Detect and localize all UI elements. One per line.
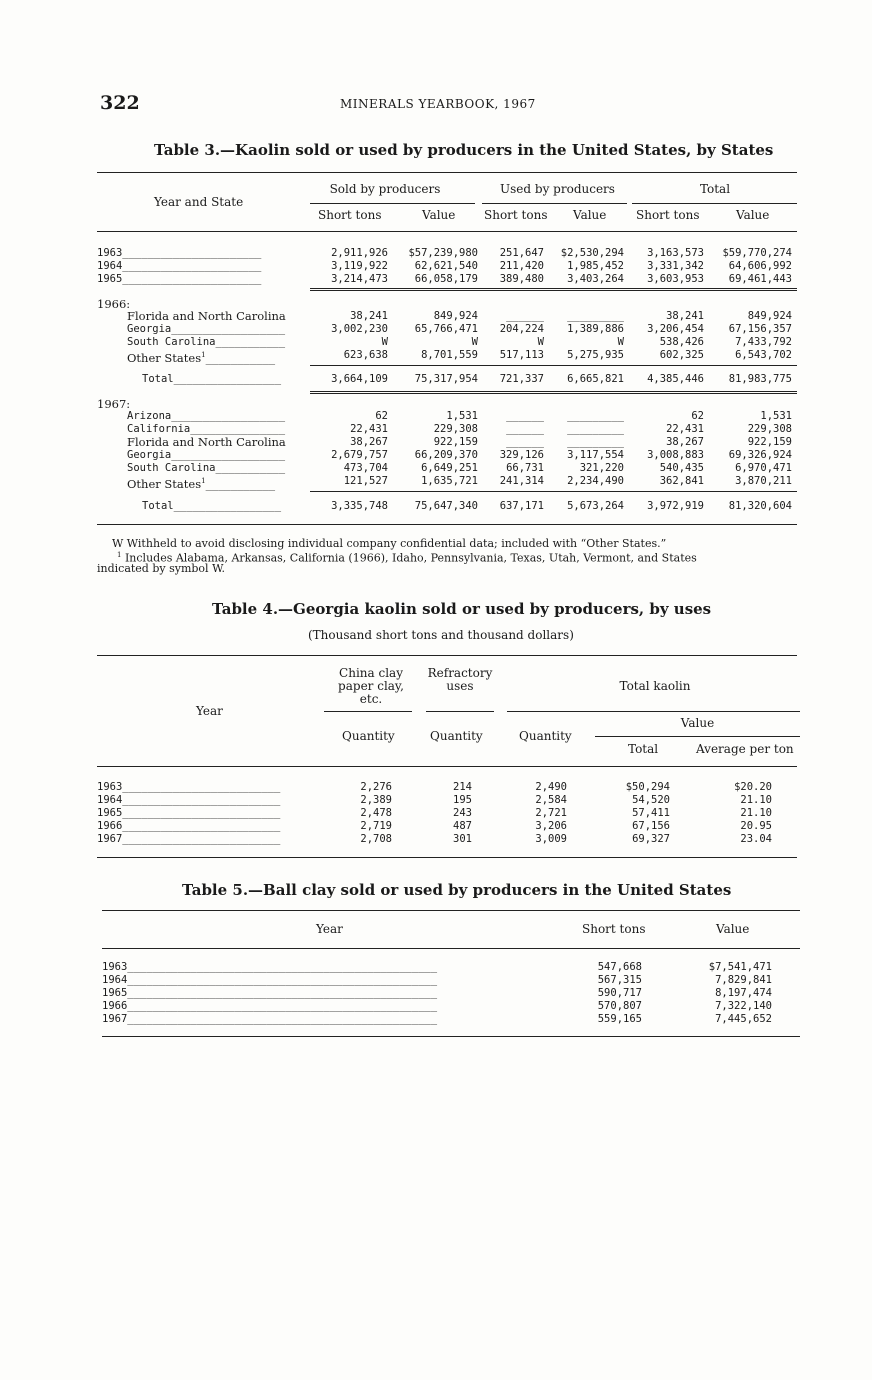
cell-value: 22,431 (666, 423, 704, 435)
table4-col-total-kaolin: Total kaolin (619, 679, 691, 693)
row-label (127, 349, 275, 366)
cell-value: 2,234,490 (567, 475, 624, 487)
cell-value: 517,113 (499, 349, 544, 361)
cell-value: 3,206 (535, 820, 567, 832)
cell-value: 3,002,230 (331, 323, 388, 335)
row-label: 1966_________________________ (97, 820, 281, 832)
cell-value: 67,156 (632, 820, 670, 832)
cell-value: 65,766,471 (414, 323, 478, 335)
header-line: paper clay, (338, 679, 404, 693)
cell-value: 75,647,340 (414, 500, 478, 512)
row-label: 1965_________________________ (97, 807, 281, 819)
cell-value: $57,239,980 (408, 247, 478, 259)
table5-col-short-tons: Short tons (582, 922, 646, 936)
cell-value: 251,647 (499, 247, 544, 259)
cell-value: 8,701,559 (421, 349, 478, 361)
cell-value: ______ (506, 436, 544, 448)
header-line: etc. (359, 692, 383, 706)
table4-title: Table 4.—Georgia kaolin sold or used by producers, by uses (212, 600, 712, 618)
table3-1966-heading: 1966: (97, 297, 131, 311)
cell-value: 3,008,883 (647, 449, 704, 461)
cell-value: $20.20 (734, 781, 772, 793)
cell-value: 62,621,540 (414, 260, 478, 272)
cell-value: 57,411 (632, 807, 670, 819)
cell-value: 2,389 (360, 794, 392, 806)
table3-section-rule (310, 288, 797, 291)
cell-value: 2,276 (360, 781, 392, 793)
cell-value: $7,541,471 (708, 961, 772, 973)
cell-value: 301 (453, 833, 472, 845)
header-line: uses (446, 679, 474, 693)
cell-value: 8,197,474 (715, 987, 772, 999)
footnote-mark: 1 (117, 551, 122, 559)
cell-value: W (537, 336, 544, 348)
cell-value: 23.04 (740, 833, 772, 845)
cell-value: 38,267 (350, 436, 388, 448)
header-line: China clay (339, 666, 403, 680)
cell-value: W (617, 336, 624, 348)
table4-col-value: Value (680, 716, 715, 730)
cell-value: 81,320,604 (728, 500, 792, 512)
cell-value: 4,385,446 (647, 373, 704, 385)
cell-value: 3,972,919 (647, 500, 704, 512)
footnote-mark: 1 (201, 477, 206, 485)
header-line: Refractory (427, 666, 493, 680)
cell-value: 3,119,922 (331, 260, 388, 272)
row-label: California_______________ (127, 423, 286, 435)
row-label: Arizona__________________ (127, 410, 286, 422)
cell-value: 567,315 (597, 974, 642, 986)
cell-value: $2,530,294 (560, 247, 624, 259)
cell-value: 3,163,573 (647, 247, 704, 259)
cell-value: 2,708 (360, 833, 392, 845)
cell-value: _________ (567, 310, 624, 322)
cell-value: 204,224 (499, 323, 544, 335)
cell-value: 211,420 (499, 260, 544, 272)
table4-col-total: Total (628, 742, 659, 756)
cell-value: 7,322,140 (715, 1000, 772, 1012)
cell-value: 922,159 (433, 436, 478, 448)
table3-sub-header: Value (422, 208, 456, 222)
cell-value: 487 (453, 820, 472, 832)
leader-dots: ___________ (205, 478, 276, 491)
table5-col-value: Value (716, 922, 750, 936)
cell-value: 389,480 (499, 273, 544, 285)
cell-value: 64,606,992 (728, 260, 792, 272)
cell-value: 66,731 (506, 462, 544, 474)
cell-value: 590,717 (597, 987, 642, 999)
cell-value: 3,009 (535, 833, 567, 845)
cell-value: 362,841 (659, 475, 704, 487)
cell-value: 538,426 (659, 336, 704, 348)
table4-top-rule (97, 655, 797, 656)
cell-value: W (471, 336, 478, 348)
table4-col-quantity: Quantity (430, 729, 483, 743)
cell-value: 540,435 (659, 462, 704, 474)
cell-value: 1,531 (760, 410, 792, 422)
table3-sub-header: Value (573, 208, 607, 222)
cell-value: 5,673,264 (567, 500, 624, 512)
cell-value: 66,058,179 (414, 273, 478, 285)
row-label: Florida and North Carolina (127, 309, 286, 323)
row-label: 1963______________________ (97, 247, 262, 259)
cell-value: 121,527 (343, 475, 388, 487)
table4-col-rule (324, 711, 412, 712)
cell-value: 922,159 (747, 436, 792, 448)
footnote-mark: 1 (201, 351, 206, 359)
cell-value: ______ (506, 410, 544, 422)
cell-value: 2,679,757 (331, 449, 388, 461)
table3-group-rule (310, 203, 475, 204)
table3-title: Table 3.—Kaolin sold or used by producers in the United States, by States (154, 141, 774, 159)
cell-value: $50,294 (625, 781, 670, 793)
cell-value: 38,241 (350, 310, 388, 322)
cell-value: 1,635,721 (421, 475, 478, 487)
cell-value: 243 (453, 807, 472, 819)
cell-value: 3,214,473 (331, 273, 388, 285)
table5-header-rule (102, 948, 800, 949)
cell-value: 38,267 (666, 436, 704, 448)
row-label: 1963_________________________ (97, 781, 281, 793)
running-title: MINERALS YEARBOOK, 1967 (340, 97, 536, 111)
cell-value: W (381, 336, 388, 348)
cell-value: 229,308 (433, 423, 478, 435)
table3-1967-heading: 1967: (97, 397, 131, 411)
table3-sub-header: Short tons (636, 208, 700, 222)
row-label: Georgia__________________ (127, 449, 286, 461)
cell-value: 7,829,841 (715, 974, 772, 986)
table3-section-rule (310, 391, 797, 394)
row-label: South Carolina___________ (127, 462, 286, 474)
cell-value: 473,704 (343, 462, 388, 474)
table4-header-rule (97, 766, 797, 767)
row-label: Georgia__________________ (127, 323, 286, 335)
cell-value: 1,389,886 (567, 323, 624, 335)
cell-value: 3,331,342 (647, 260, 704, 272)
cell-value: 2,911,926 (331, 247, 388, 259)
table4-col-rule (507, 711, 800, 712)
table4-subtitle: (Thousand short tons and thousand dollars) (308, 628, 574, 642)
table4-col-quantity: Quantity (342, 729, 395, 743)
table4-col-rule (426, 711, 494, 712)
cell-value: 3,403,264 (567, 273, 624, 285)
footnote-text: Includes Alabama, Arkansas, California (1966), Idaho, Pennsylvania, Texas, Utah, Vermont, and States (121, 551, 697, 565)
cell-value: 559,165 (597, 1013, 642, 1025)
table3-sub-header: Short tons (484, 208, 548, 222)
cell-value: _________ (567, 423, 624, 435)
row-label: 1964_________________________ (97, 794, 281, 806)
cell-value: 3,664,109 (331, 373, 388, 385)
cell-value: 623,638 (343, 349, 388, 361)
cell-value: 6,543,702 (735, 349, 792, 361)
cell-value: _________ (567, 410, 624, 422)
page-number: 322 (100, 92, 140, 114)
cell-value: 21.10 (740, 807, 772, 819)
cell-value: 3,603,953 (647, 273, 704, 285)
cell-value: 849,924 (747, 310, 792, 322)
cell-value: 67,156,357 (728, 323, 792, 335)
cell-value: 22,431 (350, 423, 388, 435)
table4-col-year: Year (196, 704, 223, 718)
cell-value: 849,924 (433, 310, 478, 322)
cell-value: 241,314 (499, 475, 544, 487)
footnote-w: W Withheld to avoid disclosing individual company confidential data; included with “Other States.” (112, 537, 667, 550)
cell-value: 75,317,954 (414, 373, 478, 385)
cell-value: 54,520 (632, 794, 670, 806)
table3-group-used: Used by producers (500, 182, 615, 196)
table4-bottom-rule (97, 857, 797, 858)
row-label: Florida and North Carolina (127, 435, 286, 449)
cell-value: 3,335,748 (331, 500, 388, 512)
row-label-text: Other States (127, 476, 202, 491)
cell-value: 2,721 (535, 807, 567, 819)
cell-value: 3,870,211 (735, 475, 792, 487)
cell-value: 66,209,370 (414, 449, 478, 461)
cell-value: 2,584 (535, 794, 567, 806)
cell-value: 6,970,471 (735, 462, 792, 474)
footnote-1-cont: indicated by symbol W. (97, 562, 225, 575)
cell-value: 214 (453, 781, 472, 793)
cell-value: 195 (453, 794, 472, 806)
cell-value: 5,275,935 (567, 349, 624, 361)
cell-value: 3,117,554 (567, 449, 624, 461)
table3-group-total: Total (699, 182, 731, 196)
cell-value: 637,171 (499, 500, 544, 512)
table3-sub-header: Short tons (318, 208, 382, 222)
cell-value: 229,308 (747, 423, 792, 435)
row-label: 1966_________________________________________________ (102, 1000, 438, 1012)
cell-value: 2,490 (535, 781, 567, 793)
cell-value: 6,649,251 (421, 462, 478, 474)
table4-col-avg: Average per ton (696, 742, 794, 756)
cell-value: 1,985,452 (567, 260, 624, 272)
cell-value: 69,327 (632, 833, 670, 845)
table4-col-china-clay (327, 667, 415, 706)
row-label: 1967_________________________________________________ (102, 1013, 438, 1025)
cell-value: 1,531 (446, 410, 478, 422)
table5-bottom-rule (102, 1036, 800, 1037)
cell-value: 570,807 (597, 1000, 642, 1012)
table5-top-rule (102, 910, 800, 911)
row-label: Total_________________ (142, 500, 282, 512)
leader-dots: ___________ (205, 352, 276, 365)
cell-value: 62 (691, 410, 704, 422)
cell-value: 3,206,454 (647, 323, 704, 335)
cell-value: 602,325 (659, 349, 704, 361)
table5-col-year: Year (316, 922, 343, 936)
cell-value: 2,719 (360, 820, 392, 832)
table3-group-rule (482, 203, 627, 204)
table3-bottom-rule (97, 524, 797, 525)
table5-title: Table 5.—Ball clay sold or used by producers in the United States (182, 881, 732, 899)
cell-value: 38,241 (666, 310, 704, 322)
table4-col-rule (595, 736, 800, 737)
cell-value: _________ (567, 436, 624, 448)
cell-value: 547,668 (597, 961, 642, 973)
cell-value: 62 (375, 410, 388, 422)
table3-sub-header: Value (736, 208, 770, 222)
table3-header-rule (97, 231, 797, 232)
row-label (127, 475, 275, 492)
cell-value: ______ (506, 423, 544, 435)
cell-value: 81,983,775 (728, 373, 792, 385)
cell-value: 20.95 (740, 820, 772, 832)
row-label: 1965______________________ (97, 273, 262, 285)
table3-col-stub: Year and State (154, 195, 244, 209)
cell-value: 329,126 (499, 449, 544, 461)
cell-value: 721,337 (499, 373, 544, 385)
table3-subtotal-rule (310, 491, 797, 492)
cell-value: 321,220 (579, 462, 624, 474)
table4-col-refractory (418, 667, 502, 693)
cell-value: 7,433,792 (735, 336, 792, 348)
cell-value: 2,478 (360, 807, 392, 819)
row-label: 1963_________________________________________________ (102, 961, 438, 973)
row-label: 1964_________________________________________________ (102, 974, 438, 986)
cell-value: ______ (506, 310, 544, 322)
row-label: 1967_________________________ (97, 833, 281, 845)
table3-top-rule (97, 172, 797, 173)
cell-value: 6,665,821 (567, 373, 624, 385)
cell-value: 7,445,652 (715, 1013, 772, 1025)
row-label: 1965_________________________________________________ (102, 987, 438, 999)
row-label: South Carolina___________ (127, 336, 286, 348)
table3-group-rule (632, 203, 797, 204)
row-label: Total_________________ (142, 373, 282, 385)
cell-value: 69,461,443 (728, 273, 792, 285)
table4-col-quantity: Quantity (519, 729, 572, 743)
row-label-text: Other States (127, 350, 202, 365)
row-label: 1964______________________ (97, 260, 262, 272)
cell-value: $59,770,274 (722, 247, 792, 259)
table3-group-sold: Sold by producers (329, 182, 441, 196)
page-header (100, 92, 800, 118)
cell-value: 21.10 (740, 794, 772, 806)
cell-value: 69,326,924 (728, 449, 792, 461)
table3-subtotal-rule (310, 365, 797, 366)
